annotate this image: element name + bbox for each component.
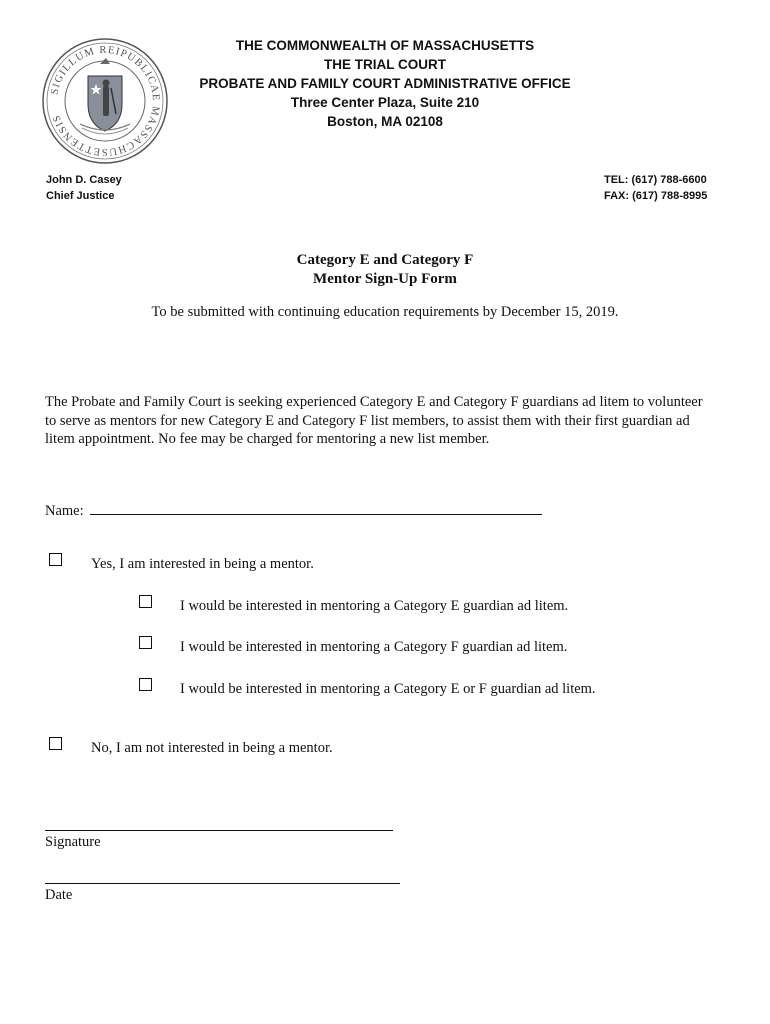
telephone: TEL: (617) 788-6600	[604, 174, 707, 186]
category-f-checkbox[interactable]	[139, 636, 152, 649]
yes-mentor-label: Yes, I am interested in being a mentor.	[91, 556, 314, 572]
contact-numbers	[604, 172, 707, 204]
name-row	[45, 500, 542, 520]
address-line: Three Center Plaza, Suite 210	[290, 95, 480, 110]
name-field[interactable]	[90, 500, 542, 515]
category-e-or-f-checkbox[interactable]	[139, 678, 152, 691]
date-label: Date	[45, 887, 73, 903]
commonwealth-heading: THE COMMONWEALTH OF MASSACHUSETTS	[235, 38, 535, 53]
no-mentor-checkbox[interactable]	[49, 737, 62, 750]
category-e-checkbox[interactable]	[139, 595, 152, 608]
category-e-or-f-label: I would be interested in mentoring a Category E or F guardian ad litem.	[180, 681, 596, 697]
admin-office-heading: PROBATE AND FAMILY COURT ADMINISTRATIVE OFFICE	[199, 76, 571, 91]
signature-field[interactable]	[45, 830, 393, 831]
category-e-label: I would be interested in mentoring a Category E guardian ad litem.	[180, 598, 569, 614]
submission-deadline: To be submitted with continuing education requirements by December 15, 2019.	[151, 304, 619, 320]
intro-paragraph: The Probate and Family Court is seeking experienced Category E and Category F guardians ad litem to volunteer to serve as mentors for new Category E and Category F list members, to assist them with their first guardian ad litem appointment. No fee may be charged for mentoring a new list member.	[45, 394, 703, 447]
category-f-label: I would be interested in mentoring a Category F guardian ad litem.	[180, 639, 568, 655]
name-label: Name:	[45, 503, 84, 519]
chief-justice-block	[46, 172, 122, 204]
form-title-line1: Category E and Category F	[296, 252, 474, 268]
letterhead	[170, 36, 600, 131]
form-title-line2: Mentor Sign-Up Form	[313, 271, 457, 287]
yes-mentor-checkbox[interactable]	[49, 553, 62, 566]
no-mentor-label: No, I am not interested in being a mentor.	[91, 740, 333, 756]
date-field[interactable]	[45, 883, 400, 884]
seal-ring-text: SIGILLUM REIPUBLICAE MASSACHUSETTENSIS	[49, 44, 162, 158]
city-line: Boston, MA 02108	[327, 114, 443, 129]
trial-court-heading: THE TRIAL COURT	[324, 57, 446, 72]
signature-label: Signature	[45, 834, 101, 850]
massachusetts-seal-icon	[40, 36, 170, 166]
chief-justice-title: Chief Justice	[46, 190, 115, 202]
fax: FAX: (617) 788-8995	[604, 190, 708, 202]
chief-justice-name: John D. Casey	[46, 174, 122, 186]
form-title	[0, 251, 770, 289]
